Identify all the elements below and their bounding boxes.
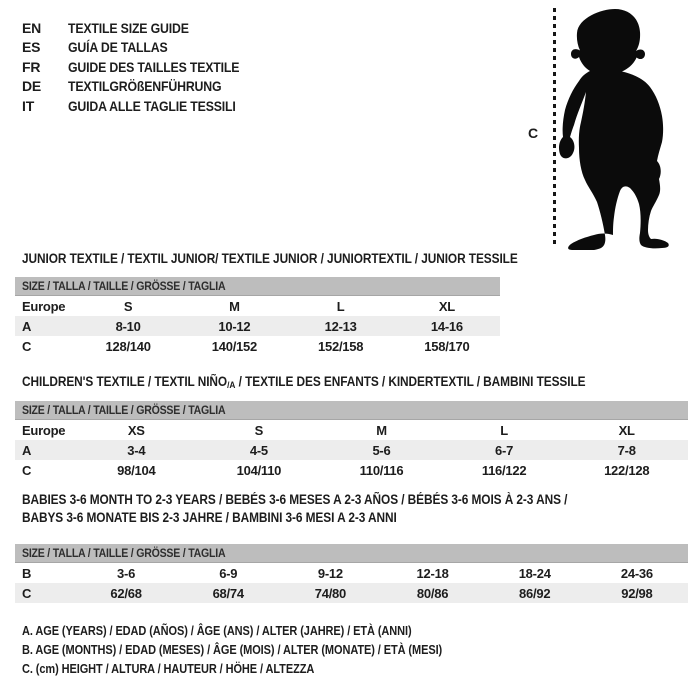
height-cell: 74/80 [279, 583, 381, 603]
table-row-age [15, 316, 500, 336]
note-b-text: B. AGE (MONTHS) / EDAD (MESES) / ÂGE (MOIS) / ALTER (MONATE) / ETÀ (MESI) [22, 643, 443, 657]
height-cell: 128/140 [105, 338, 151, 354]
section-title-children-text [22, 374, 585, 391]
height-cell: 68/74 [177, 583, 279, 603]
table-row-europe [15, 296, 500, 317]
height-cell: 140/152 [211, 338, 257, 354]
age-cell: 3-6 [117, 565, 136, 581]
size-cell: M [229, 298, 240, 314]
size-cell: S [254, 422, 264, 438]
size-cell: S [123, 298, 133, 314]
language-label: TEXTILE SIZE GUIDE [68, 19, 189, 36]
section-title-children [22, 374, 662, 391]
language-code: DE [22, 78, 42, 95]
size-cell: XS [127, 422, 145, 438]
size-header-text: SIZE / TALLA / TAILLE / GRÖSSE / TAGLIA [22, 546, 226, 560]
height-cell: 110/116 [359, 462, 404, 478]
size-cell: M [376, 422, 387, 438]
row-label: C [22, 338, 32, 354]
language-code: EN [22, 19, 42, 36]
language-list [22, 18, 263, 116]
table-row-age [15, 440, 688, 460]
row-label: Europe [22, 422, 66, 438]
height-cell: 116/122 [481, 462, 527, 478]
babies-title-line2: BABYS 3-6 MONATE BIS 2-3 JAHRE / BAMBINI 3-6 MESI A 2-3 ANNI [22, 510, 397, 525]
language-row-it [22, 96, 263, 116]
size-cell: L [500, 422, 508, 438]
row-label: C [15, 583, 75, 603]
height-cell: 98/104 [117, 462, 156, 478]
legend-notes [22, 624, 499, 681]
row-label: A [15, 316, 75, 336]
language-row-en [22, 18, 263, 38]
language-code: FR [22, 58, 41, 75]
table-row-height [15, 336, 500, 356]
age-cell: 12-18 [416, 565, 449, 581]
size-header-cell [15, 544, 688, 563]
table-header-band [15, 544, 688, 563]
age-cell: 8-10 [75, 316, 181, 336]
age-cell: 24-36 [620, 565, 653, 581]
table-row-height [15, 460, 688, 480]
age-cell: 6-9 [219, 565, 238, 581]
section-title-junior [22, 251, 585, 266]
size-header-cell [15, 277, 500, 296]
language-label: TEXTILGRÖßENFÜHRUNG [68, 78, 222, 95]
age-cell: 6-7 [443, 440, 566, 460]
size-table-babies [15, 544, 688, 603]
section-title-junior-text: JUNIOR TEXTILE / TEXTIL JUNIOR/ TEXTILE JUNIOR / JUNIORTEXTIL / JUNIOR TESSILE [22, 251, 518, 266]
table-row-months [15, 563, 688, 584]
table-header-band [15, 401, 688, 420]
table-row-height [15, 583, 688, 603]
row-label: B [22, 565, 32, 581]
size-cell: XL [438, 298, 455, 314]
toddler-silhouette-icon [556, 4, 698, 250]
language-label: GUÍA DE TALLAS [68, 39, 168, 56]
section-title-babies [22, 491, 642, 527]
height-cell: 158/170 [424, 338, 470, 354]
height-cell: 104/110 [236, 462, 282, 478]
age-cell: 4-5 [198, 440, 321, 460]
language-row-de [22, 77, 263, 97]
note-b [22, 643, 499, 662]
children-title-suffix: / TEXTILE DES ENFANTS / KINDERTEXTIL / BAMBINI TESSILE [235, 374, 586, 389]
age-cell: 10-12 [181, 316, 287, 336]
children-title-subscript: /A [227, 380, 236, 391]
table-header-band [15, 277, 500, 296]
language-row-fr [22, 57, 263, 77]
size-header-cell [15, 401, 688, 420]
language-row-es [22, 38, 263, 58]
table-row-europe [15, 420, 688, 441]
size-cell: XL [618, 422, 635, 438]
age-cell: 9-12 [317, 565, 343, 581]
language-label: GUIDA ALLE TAGLIE TESSILI [68, 97, 236, 114]
row-label: Europe [22, 298, 66, 314]
age-cell: 7-8 [565, 440, 688, 460]
size-header-text: SIZE / TALLA / TAILLE / GRÖSSE / TAGLIA [22, 403, 226, 417]
note-a [22, 624, 499, 643]
height-cell: 122/128 [604, 462, 650, 478]
age-cell: 12-13 [288, 316, 394, 336]
note-c [22, 662, 499, 681]
language-code: IT [22, 97, 35, 114]
height-cell: 80/86 [381, 583, 483, 603]
size-table-junior [15, 277, 500, 356]
row-label: A [15, 440, 75, 460]
age-cell: 5-6 [320, 440, 443, 460]
children-title-prefix: CHILDREN'S TEXTILE / TEXTIL NIÑO [22, 374, 228, 389]
babies-title-line1: BABIES 3-6 MONTH TO 2-3 YEARS / BEBÉS 3-6 MESES A 2-3 AÑOS / BÉBÉS 3-6 MOIS À 2-3 ANS / [22, 492, 568, 507]
note-a-text: A. AGE (YEARS) / EDAD (AÑOS) / ÂGE (ANS) / ALTER (JAHRE) / ETÀ (ANNI) [22, 624, 412, 638]
row-label: C [22, 462, 32, 478]
age-cell: 14-16 [394, 316, 500, 336]
height-cell: 62/68 [75, 583, 177, 603]
size-table-children [15, 401, 688, 480]
height-label-c: C [528, 125, 539, 141]
age-cell: 3-4 [75, 440, 198, 460]
height-cell: 86/92 [484, 583, 586, 603]
note-c-text: C. (cm) HEIGHT / ALTURA / HAUTEUR / HÖHE / ALTEZZA [22, 662, 315, 676]
height-cell: 92/98 [586, 583, 688, 603]
size-header-text: SIZE / TALLA / TAILLE / GRÖSSE / TAGLIA [22, 279, 226, 293]
height-cell: 152/158 [318, 338, 364, 354]
language-code: ES [22, 39, 41, 56]
language-label: GUIDE DES TAILLES TEXTILE [68, 58, 240, 75]
age-cell: 18-24 [518, 565, 551, 581]
size-cell: L [336, 298, 345, 314]
